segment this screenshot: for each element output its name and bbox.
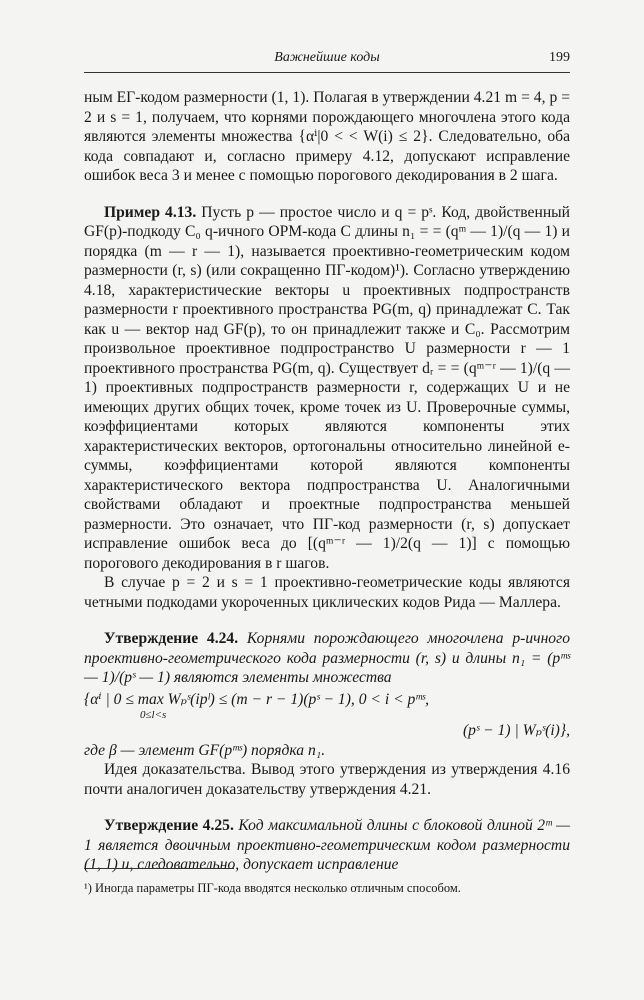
formula-line-1: {αⁱ | 0 ≤ max Wₚˢ(ipˡ) ≤ (m − r − 1)(pˢ − 1), 0 < i < pᵐˢ, <box>84 690 429 708</box>
example-4-13 <box>84 203 570 574</box>
formula-set <box>84 690 570 741</box>
formula-line-2: (pˢ − 1) | Wₚˢ(i)}, <box>462 722 570 739</box>
statement-text: Корнями порождающего многочлена p-ичного проективно-геометрического кода размерности (r, s) и длины n₁ = (pᵐˢ — 1)/(pˢ — 1) являются элементы множества <box>84 630 570 686</box>
footnote-mark: ¹) <box>84 881 92 895</box>
statement-where: где β — элемент GF(pᵐˢ) порядка n₁. <box>84 741 326 759</box>
example-text: Пусть p — простое число и q = pˢ. Код, двойственный GF(p)-подкоду C₀ q-ичного ОРМ-кода C длины n₁ = = (qᵐ — 1)/(q — 1) и порядка (m — r — 1), называется проективно-геометрическим кодом размерности (r, s) (или сокращенно ПГ-кодом)¹). Согласно утверждению 4.18, характеристические векторы u проективных подпространств размерности r проективного пространства PG(m, q) принадлежат C. Так как u — вектор над GF(p), то он принадлежит также и C₀. Рассмотрим произвольное проективное подпространство U размерности r — 1 проективного пространства PG(m, q). Существует dᵣ = = (qᵐ⁻ʳ — 1)/(q — 1) проективных подпространств размерности r, содержащих U и не имеющих других общих точек, кроме точек из U. Проверочные суммы, коэффициентами которых являются компоненты этих характеристических векторов, ортогональны относительно линейной e-суммы, коэффициентами которой являются компоненты характеристического вектора подпространства U. Аналогичными свойствами обладают и проектные подпространства меньшей размерности. Это означает, что ПГ-код размерности (r, s) допускает исправление ошибок веса до [(qᵐ⁻ʳ — 1)/2(q — 1)] с помощью порогового декодирования в r шагов. <box>84 203 570 572</box>
proof-idea: Идея доказательства. Вывод этого утверждения из утверждения 4.16 почти аналогичен доказательству утверждения 4.21. <box>84 761 570 798</box>
running-head <box>84 48 570 73</box>
example-label: Пример 4.13. <box>104 203 197 221</box>
formula-subscript: 0≤l<s <box>140 709 167 721</box>
footnote-divider <box>84 868 234 869</box>
statement-4-24 <box>84 629 570 688</box>
body-text <box>84 88 570 875</box>
paragraph-continuation: ным ЕГ-кодом размерности (1, 1). Полагая в утверждении 4.21 m = 4, p = 2 и s = 1, получаем, что корнями порождающего многочлена этого кода являются элементы множества {αⁱ|0 < < W(i) ≤ 2}. Следовательно, оба кода совпадают и, согласно примеру 4.12, допускают исправление ошибок веса 3 и менее с помощью порогового декодирования в 2 шага. <box>84 89 570 184</box>
statement-text: Код максимальной длины с блоковой длиной 2ᵐ — 1 является двоичным проективно-геометрическим кодом размерности (1, 1) и, следовательно, допускает исправление <box>84 817 570 873</box>
running-title: Важнейшие коды <box>274 50 380 65</box>
paragraph-rm-codes: В случае p = 2 и s = 1 проективно-геометрические коды являются четными подкодами укороченных циклических кодов Рида — Маллера. <box>84 574 570 611</box>
footnote <box>84 880 570 896</box>
page-number: 199 <box>549 50 570 65</box>
statement-4-25 <box>84 816 570 875</box>
footnote-text: Иногда параметры ПГ-кода вводятся несколько отличным способом. <box>95 881 461 895</box>
statement-label: Утверждение 4.24. <box>104 630 239 647</box>
statement-label: Утверждение 4.25. <box>104 817 234 834</box>
